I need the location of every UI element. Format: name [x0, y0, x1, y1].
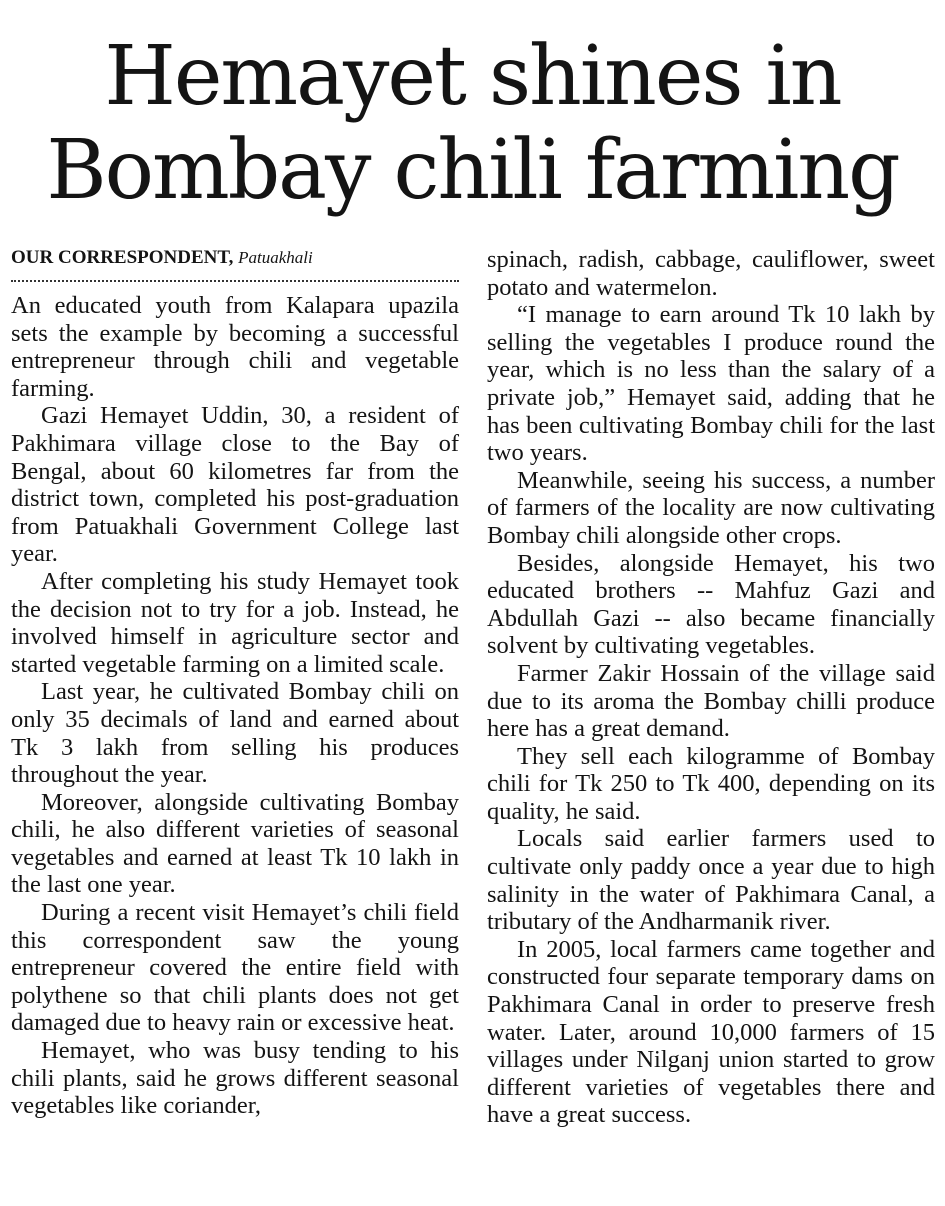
byline-correspondent: OUR CORRESPONDENT,: [11, 247, 234, 268]
paragraph: Farmer Zakir Hossain of the village said due to its aroma the Bombay chilli produce here has a great demand.: [487, 659, 935, 743]
paragraph: They sell each kilogramme of Bombay chili for Tk 250 to Tk 400, depending on its quality, he said.: [487, 742, 935, 825]
right-column: [487, 246, 935, 1129]
paragraph-continuation: spinach, radish, cabbage, cauliflower, sweet potato and watermelon.: [487, 246, 935, 301]
paragraph: Besides, alongside Hemayet, his two educated brothers -- Mahfuz Gazi and Abdullah Gazi -- also became financially solvent by cultivating vegetables.: [487, 549, 935, 660]
paragraph: Moreover, alongside cultivating Bombay chili, he also different varieties of seasonal vegetables and earned at least Tk 10 lakh in the last one year.: [11, 788, 459, 899]
paragraph: Last year, he cultivated Bombay chili on only 35 decimals of land and earned about Tk 3 lakh from selling his produces throughout the year.: [11, 678, 459, 789]
paragraph: “I manage to earn around Tk 10 lakh by selling the vegetables I produce round the year, which is no less than the salary of a private job,” Hemayet said, adding that he has been cultivating Bombay chili for the last two years.: [487, 301, 935, 467]
left-column: [11, 246, 459, 1120]
headline: Hemayet shines in Bombay chili farming: [46, 29, 899, 218]
paragraph: After completing his study Hemayet took the decision not to try for a job. Instead, he involved himself in agriculture sector and started vegetable farming on a limited scale.: [11, 567, 459, 678]
byline-location: Patuakhali: [238, 248, 313, 267]
paragraph: During a recent visit Hemayet’s chili field this correspondent saw the young entrepreneur covered the entire field with polythene so that chili plants does not get damaged due to heavy rain or excessive heat.: [11, 899, 459, 1037]
paragraph: Hemayet, who was busy tending to his chili plants, said he grows different seasonal vegetables like coriander,: [11, 1037, 459, 1120]
paragraph: Gazi Hemayet Uddin, 30, a resident of Pakhimara village close to the Bay of Bengal, about 60 kilometres far from the district town, completed his post-graduation from Patuakhali Government College last year.: [11, 402, 459, 568]
byline: [11, 246, 459, 282]
paragraph: Meanwhile, seeing his success, a number of farmers of the locality are now cultivating Bombay chili alongside other crops.: [487, 466, 935, 549]
paragraph: In 2005, local farmers came together and constructed four separate temporary dams on Pakhimara Canal in order to preserve fresh water. Later, around 10,000 farmers of 15 villages under Nilganj union started to grow different varieties of vegetables there and have a great success.: [487, 935, 935, 1129]
paragraph: Locals said earlier farmers used to cultivate only paddy once a year due to high salinity in the water of Pakhimara Canal, a tributary of the Andharmanik river.: [487, 825, 935, 936]
paragraph: An educated youth from Kalapara upazila sets the example by becoming a successful entrepreneur through chili and vegetable farming.: [11, 292, 459, 402]
